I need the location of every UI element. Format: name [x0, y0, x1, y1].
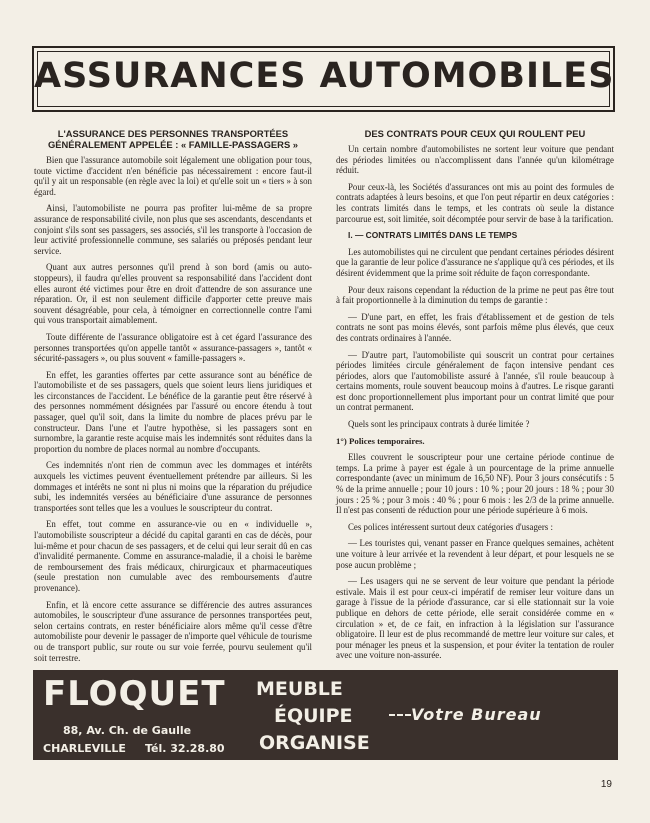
ad-word-equipe: ÉQUIPE	[274, 705, 353, 727]
right-paragraph-11: — Les usagers qui ne se servent de leur voiture que pendant la période estivale. Mais il est pour ceux-ci impératif de remiser leur voiture dans un garage à l'issue de la période d'assurance, car si elle stationnait sur la voie publique en dehors de cette période, elle serait considérée comme en « circulation » et, de ce fait, en infraction à la législation sur l'assurance obligatoire. Il leur est de plus recommandé de mettre leur voiture sur cales, et pour ménager les pneus et la suspension, et pour éviter la tentation de rouler avec une voiture non-assurée.	[336, 576, 614, 661]
section-heading-2: 1°) Polices temporaires.	[336, 435, 425, 446]
left-paragraph-5: En effet, les garanties offertes par cette assurance sont au bénéfice de l'automobiliste et de ses passagers, quels que soient leurs liens juridiques et les circonstances de l'accident. Le bénéfice de la garantie peut être réservé à des personnes nommément désignées par l'assuré ou encore étendu à tout passager, quel qu'il soit, dans la limite du nombre de places prévu par le constructeur. Dans l'une et l'autre hypothèse, si les passagers sont en surnombre, la garantie reste acquise mais les indemnités sont réduites dans la proportion du nombre de places normal au nombre d'occupants.	[34, 369, 312, 454]
left-heading: L'ASSURANCE DES PERSONNES TRANSPORTÉES GÉNÉRALEMENT APPELÉE : « FAMILLE-PASSAGERS »	[47, 128, 299, 150]
left-paragraph-2: Ainsi, l'automobiliste ne pourra pas profiter lui-même de sa propre assurance de responsabilité civile, non plus que ses ascendants, descendants et conjoint s'ils sont ses passagers, ses associés, s'il les transporte à l'occasion de leur activité professionnelle commune, ses salariés ou préposés pendant leur service.	[34, 203, 312, 256]
right-paragraph-2: Pour ceux-là, les Sociétés d'assurances ont mis au point des formules de contrats adaptées à leurs besoins, et que l'on peut répartir en deux catégories : les contrats limités dans le temps, et les contrats où seule la distance parcourue est, soit limitée, soit décomptée pour servir de base à la tarification.	[336, 181, 614, 224]
right-paragraph-6: — D'autre part, l'automobiliste qui souscrit un contrat pour certaines périodes limitées circule généralement de façon intensive pendant ces périodes, alors que l'automobiliste assuré à l'année, s'il roule beaucoup à certains moments, roule souvent beaucoup moins à d'autres. Le risque garanti est donc proportionnellement plus important pour un contrat limité que pour un contrat permanent.	[336, 349, 614, 413]
left-paragraph-1: Bien que l'assurance automobile soit légalement une obligation pour tous, toute victime d'accident n'en bénéficie pas nécessairement : encore faut-il qu'il y ait un responsable (en règle avec la loi) et qu'elle soit un « tiers » à son égard.	[34, 155, 312, 197]
left-paragraph-6: Ces indemnités n'ont rien de commun avec les dommages et intérêts auxquels les victimes peuvent éventuellement prétendre par ailleurs. Si les dommages et intérêts ne sont ni plus ni moins que la réparation du préjudice subi, les indemnités versées au bénéficiaire d'une assurance de personnes transportées sont telles que les a voulues le souscripteur du contrat.	[34, 460, 312, 513]
right-heading: DES CONTRATS POUR CEUX QUI ROULENT PEU	[364, 128, 586, 139]
ad-word-organise: ORGANISE	[259, 732, 370, 754]
ad-dash-divider	[389, 714, 411, 716]
left-paragraph-4: Toute différente de l'assurance obligatoire est à cet égard l'assurance des personnes transportées qu'on appelle tantôt « assurance-passagers », tantôt « sécurité-passagers », ou plus souvent « famille-passagers ».	[34, 331, 312, 364]
right-paragraph-5: — D'une part, en effet, les frais d'établissement et de gestion de tels contrats ne sont pas moins élevés, sont parfois même plus élevés, que ceux des contrats ordinaires à l'année.	[336, 311, 614, 343]
left-paragraph-8: Enfin, et là encore cette assurance se différencie des autres assurances automobiles, le souscripteur d'une assurance de personnes transportées peut, selon certains contrats, en rester bénéficiaire alors même qu'il cesse d'être automobiliste pour devenir le passager de n'importe quel véhicule de tourisme ou de transport public, sur route ou sur voie ferrée, pourvu seulement qu'il soit terrestre.	[34, 599, 312, 663]
left-paragraph-7: En effet, tout comme en assurance-vie ou en « individuelle », l'automobiliste souscripteur a décidé du capital garanti en cas de décès, pour lui-même et pour chacun de ses passagers, et de celui qui leur serait dû en cas d'invalidité permanente. Comme en assurance-maladie, il a choisi le barème de remboursement des frais médicaux, chirurgicaux et pharmaceutiques (seule prestation non cumulable avec des remboursements d'autre provenance).	[34, 519, 312, 593]
ad-phone: Tél. 32.28.80	[145, 742, 225, 755]
ad-word-meuble: MEUBLE	[256, 678, 343, 700]
right-paragraph-10: — Les touristes qui, venant passer en France quelques semaines, achètent une voiture à leur arrivée et la revendent à leur départ, et pour lesquels ne se pose aucun problème ;	[336, 538, 614, 570]
right-paragraph-9: Ces polices intéressent surtout deux catégories d'usagers :	[348, 521, 553, 532]
page-number: 19	[600, 779, 612, 790]
right-paragraph-7: Quels sont les principaux contrats à durée limitée ?	[348, 419, 530, 430]
ad-slogan: Votre Bureau	[411, 705, 542, 724]
right-paragraph-4: Pour deux raisons cependant la réduction de la prime ne peut pas être tout à fait proportionnelle à la diminution du temps de garantie :	[336, 284, 614, 306]
title-frame	[32, 46, 615, 112]
ad-brand: FLOQUET	[43, 674, 226, 714]
section-heading-1: I. — CONTRATS LIMITÉS DANS LE TEMPS	[348, 230, 518, 241]
right-paragraph-3: Les automobilistes qui ne circulent que pendant certaines périodes désirent que la garantie de leur police d'assurance ne s'applique qu'à ces périodes, et ils désirent évidemment que la prime soit réduite de façon correspondante.	[336, 246, 614, 278]
advertisement	[33, 670, 618, 760]
left-paragraph-3: Quant aux autres personnes qu'il prend à son bord (amis ou auto-stoppeurs), il faudra qu'elles prouvent sa responsabilité dans l'accident dont elles auront été victimes pour être en droit d'attendre de son assurance une réparation. Or, il est non seulement difficile d'apporter cette preuve mais souvent désagréable, pour cela, à témoigner en correctionnelle contre l'ami qui vous transportait aimablement.	[34, 262, 312, 326]
ad-address: 88, Av. Ch. de Gaulle	[63, 724, 192, 737]
left-column	[34, 128, 312, 669]
ad-city: CHARLEVILLE	[43, 742, 126, 755]
right-column	[336, 128, 614, 667]
right-paragraph-8: Elles couvrent le souscripteur pour une certaine période continue de temps. La prime à payer est égale à un pourcentage de la prime annuelle correspondante (avec un minimum de 16,50 NF). Pour 3 jours consécutifs : 5 % de la prime annuelle ; pour 10 jours : 10 % ; pour 20 jours : 18 % ; pour 30 jours : 25 % ; pour 3 mois : 40 % ; pour 6 mois : les 2/3 de la prime annuelle. Il n'est pas consenti de réduction pour une période supérieure à 6 mois.	[336, 452, 614, 516]
page-title: ASSURANCES AUTOMOBILES	[34, 56, 615, 96]
right-paragraph-1: Un certain nombre d'automobilistes ne sortent leur voiture que pendant des périodes limitées ou n'accomplissent dans l'année qu'un kilométrage réduit.	[336, 144, 614, 176]
